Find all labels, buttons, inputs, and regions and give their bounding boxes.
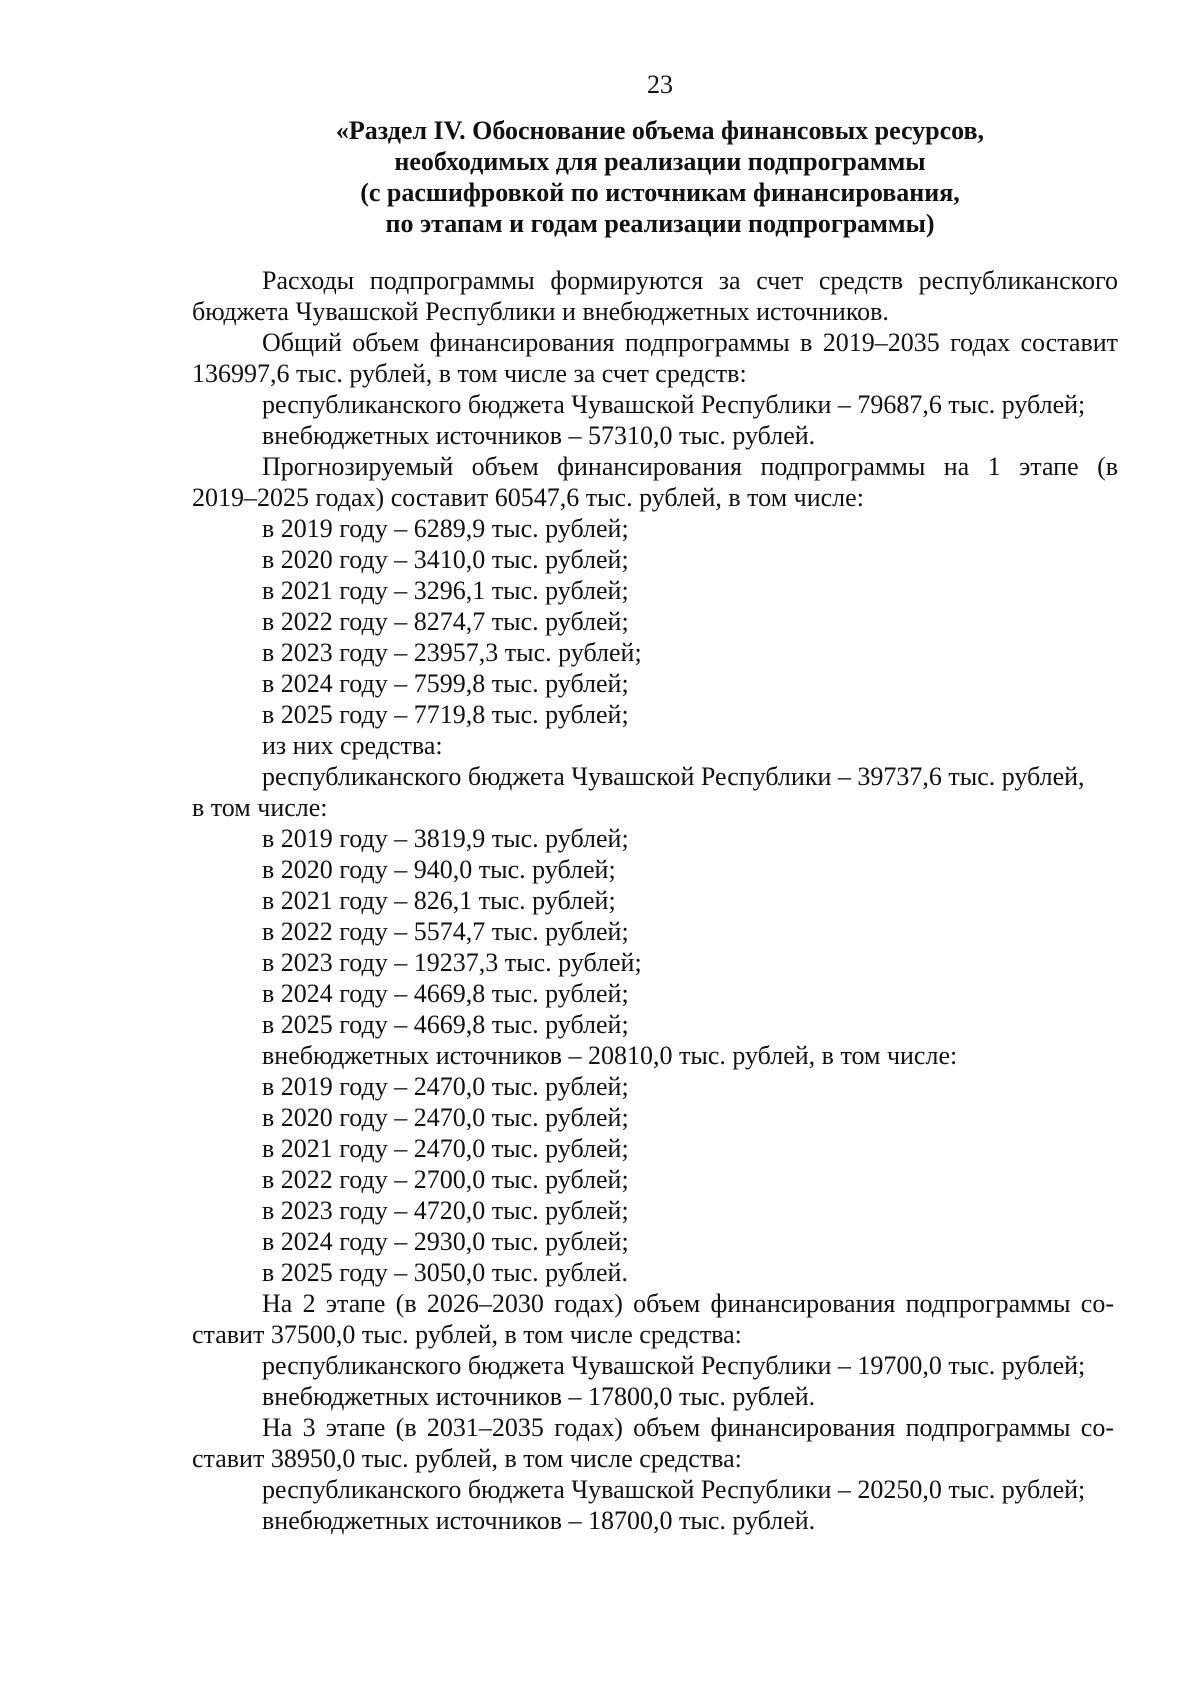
text-line: республиканского бюджета Чувашской Республики – 20250,0 тыс. рублей; <box>262 1475 1086 1504</box>
text-line: ставит 37500,0 тыс. рублей, в том числе средства: <box>192 1320 742 1349</box>
text-line: в 2020 году – 2470,0 тыс. рублей; <box>262 1103 629 1132</box>
text-line: республиканского бюджета Чувашской Республики – 19700,0 тыс. рублей; <box>262 1351 1086 1380</box>
text-line: На 2 этапе (в 2026–2030 годах) объем финансирования подпрограммы со- <box>262 1289 1114 1318</box>
text-line: в 2023 году – 23957,3 тыс. рублей; <box>262 638 642 667</box>
text-line: в 2022 году – 2700,0 тыс. рублей; <box>262 1165 629 1194</box>
text-line: внебюджетных источников – 57310,0 тыс. рублей. <box>262 421 816 450</box>
section-heading <box>200 115 1120 239</box>
text-line: в 2025 году – 7719,8 тыс. рублей; <box>262 700 629 729</box>
text-line: в 2021 году – 2470,0 тыс. рублей; <box>262 1134 629 1163</box>
text-line: в 2024 году – 2930,0 тыс. рублей; <box>262 1227 629 1256</box>
text-line: в 2020 году – 940,0 тыс. рублей; <box>262 855 616 884</box>
text-line: в 2024 году – 7599,8 тыс. рублей; <box>262 669 629 698</box>
text-line: в 2025 году – 3050,0 тыс. рублей. <box>262 1258 628 1287</box>
page-number: 23 <box>647 70 673 99</box>
text-line: в 2021 году – 826,1 тыс. рублей; <box>262 886 616 915</box>
text-line: в 2019 году – 6289,9 тыс. рублей; <box>262 514 629 543</box>
text-line: внебюджетных источников – 20810,0 тыс. рублей, в том числе: <box>262 1041 958 1070</box>
text-line: в 2023 году – 19237,3 тыс. рублей; <box>262 948 642 977</box>
text-line: внебюджетных источников – 18700,0 тыс. рублей. <box>262 1506 816 1535</box>
text-line: 136997,6 тыс. рублей, в том числе за счет средств: <box>192 359 747 388</box>
text-line: в 2025 году – 4669,8 тыс. рублей; <box>262 1010 629 1039</box>
text-line: На 3 этапе (в 2031–2035 годах) объем финансирования подпрограммы со- <box>262 1413 1114 1442</box>
text-line: из них средства: <box>262 731 443 760</box>
heading-line: по этапам и годам реализации подпрограммы) <box>385 209 935 238</box>
text-line: в 2022 году – 8274,7 тыс. рублей; <box>262 607 629 636</box>
text-line: Общий объем финансирования подпрограммы в 2019–2035 годах составит <box>262 328 1118 357</box>
text-line: ставит 38950,0 тыс. рублей, в том числе средства: <box>192 1444 742 1473</box>
text-line: 2019–2025 годах) составит 60547,6 тыс. рублей, в том числе: <box>192 483 864 512</box>
text-line: в том числе: <box>192 793 328 822</box>
text-line: в 2022 году – 5574,7 тыс. рублей; <box>262 917 629 946</box>
text-line: республиканского бюджета Чувашской Республики – 39737,6 тыс. рублей, <box>262 762 1085 791</box>
text-line: в 2019 году – 3819,9 тыс. рублей; <box>262 824 629 853</box>
heading-line: (с расшифровкой по источникам финансирования, <box>360 178 960 207</box>
heading-line: «Раздел IV. Обоснование объема финансовых ресурсов, <box>335 116 985 145</box>
text-line: республиканского бюджета Чувашской Республики – 79687,6 тыс. рублей; <box>262 390 1086 419</box>
text-line: Прогнозируемый объем финансирования подпрограммы на 1 этапе (в <box>262 452 1118 481</box>
text-line: в 2021 году – 3296,1 тыс. рублей; <box>262 576 629 605</box>
text-line: в 2023 году – 4720,0 тыс. рублей; <box>262 1196 629 1225</box>
text-line: внебюджетных источников – 17800,0 тыс. рублей. <box>262 1382 816 1411</box>
text-line: в 2020 году – 3410,0 тыс. рублей; <box>262 545 629 574</box>
text-line: в 2019 году – 2470,0 тыс. рублей; <box>262 1072 629 1101</box>
text-line: бюджета Чувашской Республики и внебюджетных источников. <box>192 297 889 326</box>
text-line: Расходы подпрограммы формируются за счет средств республиканского <box>262 266 1118 295</box>
heading-line: необходимых для реализации подпрограммы <box>394 147 926 176</box>
text-line: в 2024 году – 4669,8 тыс. рублей; <box>262 979 629 1008</box>
